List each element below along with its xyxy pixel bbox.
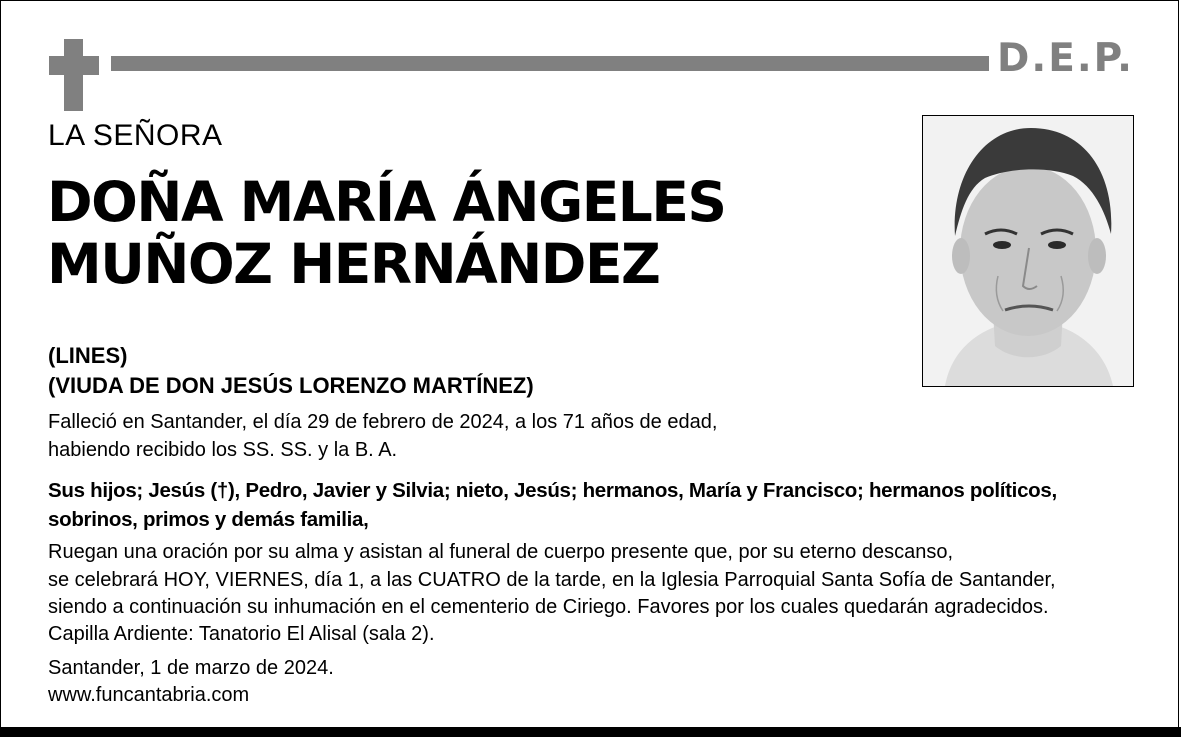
place-date: Santander, 1 de marzo de 2024. — [48, 657, 334, 679]
cross-icon — [49, 39, 99, 111]
website-link[interactable]: www.funcantabria.com — [48, 684, 250, 706]
portrait-photo — [922, 115, 1134, 387]
death-notice-line-1: Falleció en Santander, el día 29 de febrero de 2024, a los 71 años de edad, — [48, 411, 718, 433]
request-line-1: Ruegan una oración por su alma y asistan al funeral de cuerpo presente que, por su eterno descanso, — [48, 541, 954, 563]
pre-title: LA SEÑORA — [48, 119, 223, 152]
death-notice-line-2: habiendo recibido los SS. SS. y la B. A. — [48, 439, 398, 461]
bottom-rule — [0, 727, 1181, 737]
widow-of: (VIUDA DE DON JESÚS LORENZO MARTÍNEZ) — [48, 373, 534, 398]
family-list — [48, 476, 1057, 534]
name-line-2: MUÑOZ HERNÁNDEZ — [47, 232, 660, 296]
request-line-3: siendo a continuación su inhumación en el cementerio de Ciriego. Favores por los cuales quedarán agradecidos. — [48, 596, 1049, 618]
request-line-4: Capilla Ardiente: Tanatorio El Alisal (sala 2). — [48, 623, 435, 645]
dep-label: D.E.P. — [997, 36, 1134, 81]
family-line-1: Sus hijos; Jesús (†), Pedro, Javier y Silvia; nieto, Jesús; hermanos, María y Francisco; hermanos políticos, — [48, 479, 1057, 502]
header-rule — [111, 56, 989, 71]
deceased-name — [47, 171, 726, 295]
nickname: (LINES) — [48, 343, 128, 368]
name-line-1: DOÑA MARÍA ÁNGELES — [47, 170, 726, 234]
family-line-2: sobrinos, primos y demás familia, — [48, 508, 369, 531]
request-line-2: se celebrará HOY, VIERNES, día 1, a las CUATRO de la tarde, en la Iglesia Parroquial Santa Sofía de Santander, — [48, 569, 1056, 591]
